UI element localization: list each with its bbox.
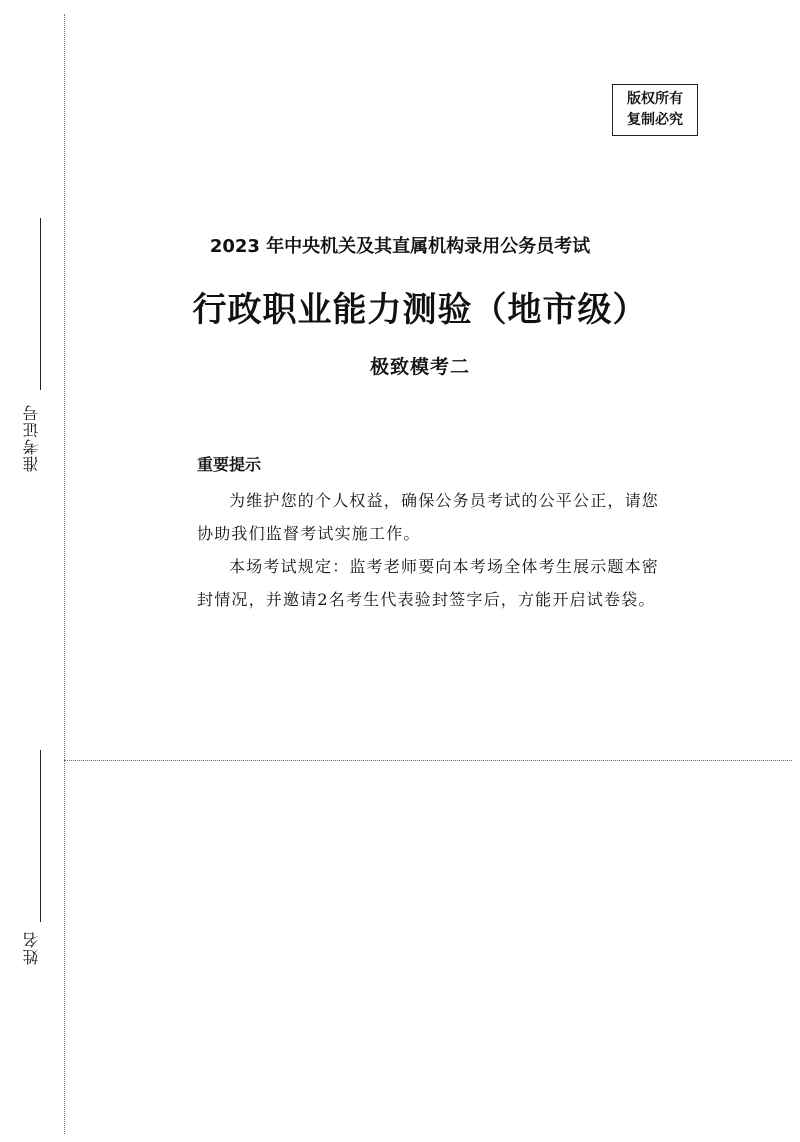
exam-name: 2023 年中央机关及其直属机构录用公务员考试 [209,236,591,257]
name-label: 姓名 [22,931,41,965]
page-subtitle: 极致模考二 [369,356,470,378]
fold-dotted-line [64,760,792,761]
copyright-line-1: 版权所有 [627,91,683,107]
notice-paragraph: 本场考试规定：监考老师要向本考场全体考生展示题本密封情况，并邀请2名考生代表验封签字后，方能开启试卷袋。 [197,557,660,609]
notice-heading: 重要提示 [197,455,262,474]
name-write-line[interactable] [40,750,41,922]
copyright-box [612,84,698,136]
notice-body [197,484,667,616]
page-title: 行政职业能力测验（地市级） [192,290,648,330]
copyright-line-2: 复制必究 [627,112,683,128]
notice-paragraph: 为维护您的个人权益，确保公务员考试的公平公正，请您协助我们监督考试实施工作。 [197,491,660,543]
binding-dotted-line [64,14,65,1134]
admission-number-label: 准考证号 [22,404,41,472]
